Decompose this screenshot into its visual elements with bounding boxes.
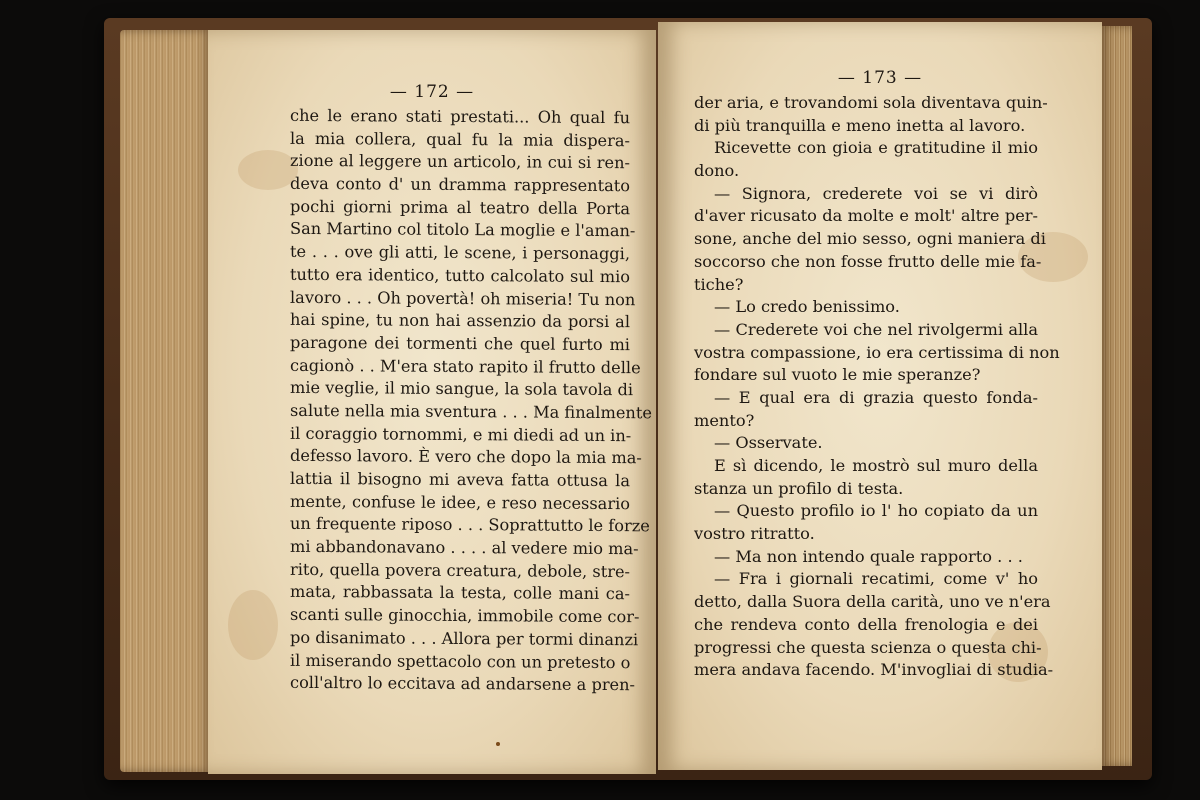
left-page: [208, 30, 656, 774]
page-number: — 172 —: [389, 82, 475, 102]
text-line: — Crederete voi che nel rivolgermi alla: [714, 319, 1038, 339]
text-line: vostra compassione, io era certissima di non: [694, 342, 1060, 362]
right-page: [658, 22, 1102, 770]
text-line: Ricevette con gioia e gratitudine il mio: [714, 138, 1038, 158]
text-line: d'aver ricusato da molte e molt' altre per-: [694, 206, 1038, 226]
text-line: il coraggio tornommi, e mi diedi ad un in-: [290, 423, 632, 445]
text-line: un frequente riposo . . . Soprattutto le forze: [290, 514, 650, 536]
text-line: fondare sul vuoto le mie speranze?: [694, 365, 981, 385]
text-line: — Osservate.: [714, 433, 823, 453]
text-line: deva conto d' un dramma rappresentato: [290, 173, 630, 196]
text-line: mi abbandonavano . . . . al vedere mio ma-: [290, 536, 639, 559]
text-line: cagionò . . M'era stato rapito il frutto delle: [290, 355, 641, 377]
text-line: mera andava facendo. M'invogliai di studia-: [694, 660, 1054, 680]
text-line: soccorso che non fosse frutto delle mie fa-: [694, 251, 1042, 271]
text-line: tutto era identico, tutto calcolato sul mio: [290, 264, 630, 286]
text-line: stanza un profilo di testa.: [694, 478, 904, 498]
text-line: — Questo profilo io l' ho copiato da un: [714, 501, 1038, 521]
text-line: detto, dalla Suora della carità, uno ve n'era: [694, 592, 1051, 612]
text-line: hai spine, tu non hai assenzio da porsi al: [290, 310, 630, 332]
text-line: San Martino col titolo La moglie e l'aman-: [290, 219, 636, 241]
text-line: paragone dei tormenti che quel furto mi: [290, 332, 630, 355]
text-line: — Ma non intendo quale rapporto . . .: [714, 546, 1023, 566]
page-edges-right: [1100, 26, 1132, 766]
page-text: [694, 92, 1060, 682]
ink-dot: [496, 742, 500, 746]
text-line: scanti sulle ginocchia, immobile come cor-: [290, 604, 640, 627]
text-line: — Lo credo benissimo.: [714, 297, 900, 317]
foxing-spot: [228, 590, 278, 660]
text-line: pochi giorni prima al teatro della Porta: [290, 196, 630, 218]
text-line: mente, confuse le idee, e reso necessario: [290, 491, 630, 513]
page-text: [290, 105, 652, 696]
text-line: — Signora, crederete voi se vi dirò: [714, 183, 1038, 203]
text-line: mie veglie, il mio sangue, la sola tavola di: [290, 378, 634, 400]
text-line: lattia il bisogno mi aveva fatta ottusa la: [290, 468, 630, 491]
text-line: il miserando spettacolo con un pretesto o: [290, 650, 631, 672]
text-line: coll'altro lo eccitava ad andarsene a pren-: [290, 673, 636, 695]
text-line: te . . . ove gli atti, le scene, i personaggi,: [290, 241, 630, 264]
text-line: — E qual era di grazia questo fonda-: [714, 387, 1038, 407]
text-line: E sì dicendo, le mostrò sul muro della: [714, 456, 1038, 475]
text-line: salute nella mia sventura . . . Ma finalmente: [290, 400, 652, 423]
text-line: defesso lavoro. È vero che dopo la mia ma-: [290, 446, 642, 468]
page-number: — 173 —: [837, 68, 923, 88]
text-line: tiche?: [694, 274, 744, 294]
text-line: mata, rabbassata la testa, colle mani ca-: [290, 582, 630, 604]
text-line: vostro ritratto.: [694, 524, 815, 544]
text-line: mento?: [694, 410, 755, 430]
text-line: che rendeva conto della frenologia e dei: [694, 614, 1038, 634]
text-line: — Fra i giornali recatimi, come v' ho: [714, 569, 1038, 589]
text-line: progressi che questa scienza o questa chi-: [694, 637, 1042, 657]
text-line: la mia collera, qual fu la mia dispera-: [290, 128, 630, 150]
text-line: rito, quella povera creatura, debole, stre-: [290, 559, 630, 581]
text-line: dono.: [694, 161, 740, 181]
text-line: sone, anche del mio sesso, ogni maniera di: [694, 229, 1046, 249]
page-edges-left: [120, 30, 212, 772]
text-line: lavoro . . . Oh povertà! oh miseria! Tu non: [290, 287, 636, 309]
foxing-spot: [238, 150, 298, 190]
text-line: di più tranquilla e meno inetta al lavoro.: [694, 115, 1026, 135]
text-line: po disanimato . . . Allora per tormi dinanzi: [290, 627, 639, 650]
text-line: der aria, e trovandomi sola diventava quin-: [694, 93, 1048, 112]
text-line: che le erano stati prestati... Oh qual fu: [290, 105, 630, 128]
text-line: zione al leggere un articolo, in cui si ren-: [290, 151, 630, 173]
